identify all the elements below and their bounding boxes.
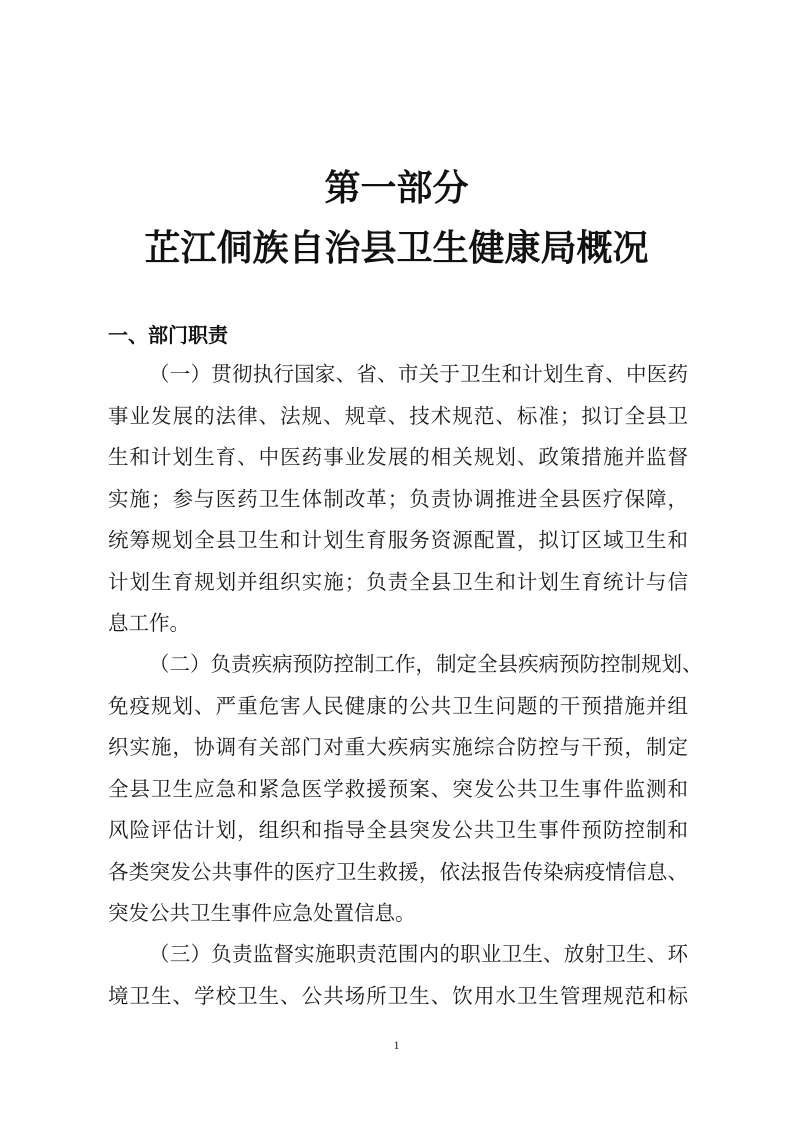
paragraph-line: 免疫规划、严重危害人民健康的公共卫生问题的干预措施并组 [108, 693, 688, 718]
paragraph-2 [108, 644, 703, 935]
part-title: 第一部分 [324, 167, 469, 209]
paragraph-line: 统筹规划全县卫生和计划生育服务资源配置，拟订区域卫生和 [108, 528, 688, 552]
paragraph-line: 织实施，协调有关部门对重大疾病实施综合防控与干预，制定 [108, 735, 688, 759]
paragraph-line: （三）负责监督实施职责范围内的职业卫生、放射卫生、环 [149, 942, 688, 966]
paragraph-line: 生和计划生育、中医药事业发展的相关规划、政策措施并监督 [108, 445, 688, 469]
paragraph-line: 全县卫生应急和紧急医学救援预案、突发公共卫生事件监测和 [108, 776, 688, 801]
page-number: 1 [393, 1038, 400, 1052]
section-heading: 一、部门职责 [108, 323, 228, 347]
paragraph-line: 境卫生、学校卫生、公共场所卫生、饮用水卫生管理规范和标 [108, 983, 688, 1008]
paragraph-line: （一）贯彻执行国家、省、市关于卫生和计划生育、中医药 [149, 362, 688, 386]
paragraph-1 [108, 354, 688, 645]
paragraph-line: 各类突发公共事件的医疗卫生救援，依法报告传染病疫情信息、 [108, 859, 688, 884]
paragraph-line: 实施；参与医药卫生体制改革；负责协调推进全县医疗保障， [108, 486, 688, 511]
paragraph-line: 突发公共卫生事件应急处置信息。 [108, 901, 416, 925]
paragraph-line: 风险评估计划，组织和指导全县突发公共卫生事件预防控制和 [108, 818, 688, 842]
paragraph-3 [108, 934, 688, 1017]
paragraph-line: （二）负责疾病预防控制工作，制定全县疾病预防控制规划、 [149, 652, 703, 676]
paragraph-line: 事业发展的法律、法规、规章、技术规范、标准；拟订全县卫 [108, 403, 688, 428]
document-title: 芷江侗族自治县卫生健康局概况 [144, 227, 649, 269]
paragraph-line: 息工作。 [108, 611, 190, 635]
paragraph-line: 计划生育规划并组织实施；负责全县卫生和计划生育统计与信 [108, 569, 688, 594]
